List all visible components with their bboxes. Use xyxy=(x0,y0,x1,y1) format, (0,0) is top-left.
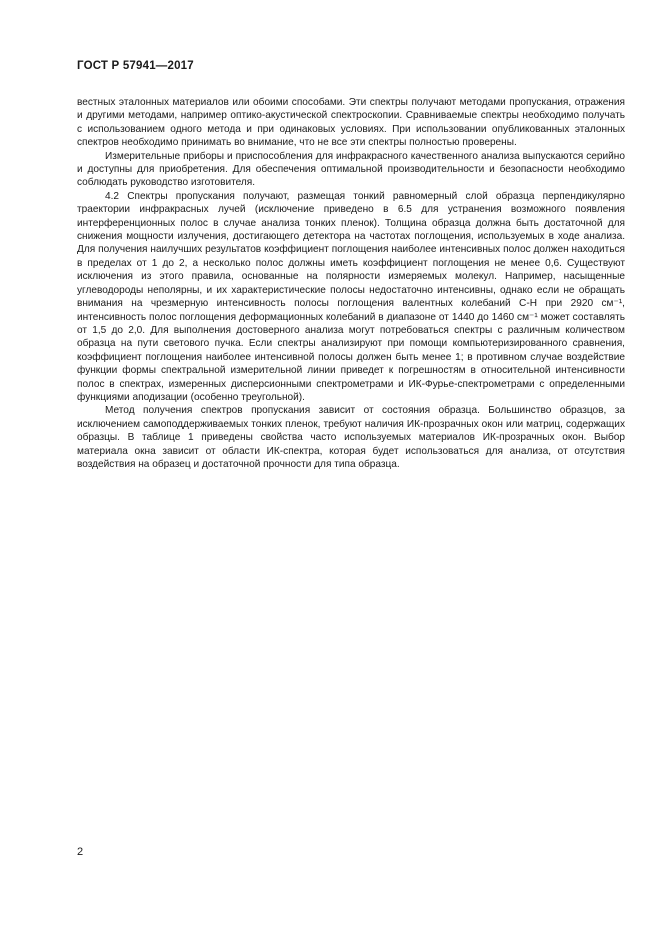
paragraph: Измерительные приборы и приспособления для инфракрасного качественного анализа выпускаются серийно и доступны для приобретения. Для обеспечения оптимальной производительности и безопасности необходимо соблюдать руководство изготовителя. xyxy=(77,150,625,189)
paragraph: вестных эталонных материалов или обоими способами. Эти спектры получают методами пропускания, отражения и другими методами, например оптико-акустической спектроскопии. Сравниваемые спектры необходимо получать с использованием одного метода и при одинаковых условиях. При использовании опубликованных эталонных спектров необходимо принимать во внимание, что не все эти спектры полностью проверены. xyxy=(77,97,625,149)
document-header: ГОСТ Р 57941—2017 xyxy=(77,60,194,72)
paragraph: 4.2 Спектры пропускания получают, размещая тонкий равномерный слой образца перпендикулярно траектории инфракрасных лучей (исключение приведено в 6.5 для устранения возможного появления интерференционных полос в случае анализа тонких пленок). Толщина образца должна быть достаточной для снижения мощности излучения, достигающего детектора на частотах поглощения, используемых в ходе анализа. Для получения наилучших результатов коэффициент поглощения наиболее интенсивных полос должен находиться в пределах от 1 до 2, а несколько полос должны иметь коэффициент поглощения не менее 0,6. Существуют исключения из этого правила, основанные на полярности измеряемых молекул. Например, насыщенные углеводороды неполярны, и их характеристические полосы недостаточно интенсивны, однако если не обращать внимания на чрезмерную интенсивность полосы поглощения валентных колебаний С-Н при 2920 см⁻¹, интенсивность полос поглощения деформационных колебаний в диапазоне от 1440 до 1460 см⁻¹ может составлять от 1,5 до 2,0. Для выполнения достоверного анализа могут потребоваться спектры с различным количеством образца на пути светового пучка. Если спектры анализируют при помощи компьютеризированного сравнения, коэффициент поглощения наиболее интенсивной полосы должен быть менее 1; в противном случае воздействие функции формы спектральной измерительной линии приведет к погрешностям в относительной интенсивности полос в спектрах, измеренных дисперсионными спектрометрами и ИК-Фурье-спектрометрами с определенными функциями аподизации (особенно треугольной). xyxy=(77,190,625,403)
paragraph: Метод получения спектров пропускания зависит от состояния образца. Большинство образцов, за исключением самоподдерживаемых тонких пленок, требуют наличия ИК-прозрачных окон или матриц, содержащих образцы. В таблице 1 приведены свойства часто используемых материалов ИК-прозрачных окон. Выбор материала окна зависит от области ИК-спектра, которая будет использоваться для анализа, от отсутствия воздействия на образец и достаточной прочности для типа образца. xyxy=(77,405,625,470)
document-body xyxy=(77,96,625,471)
page-number: 2 xyxy=(77,846,84,858)
